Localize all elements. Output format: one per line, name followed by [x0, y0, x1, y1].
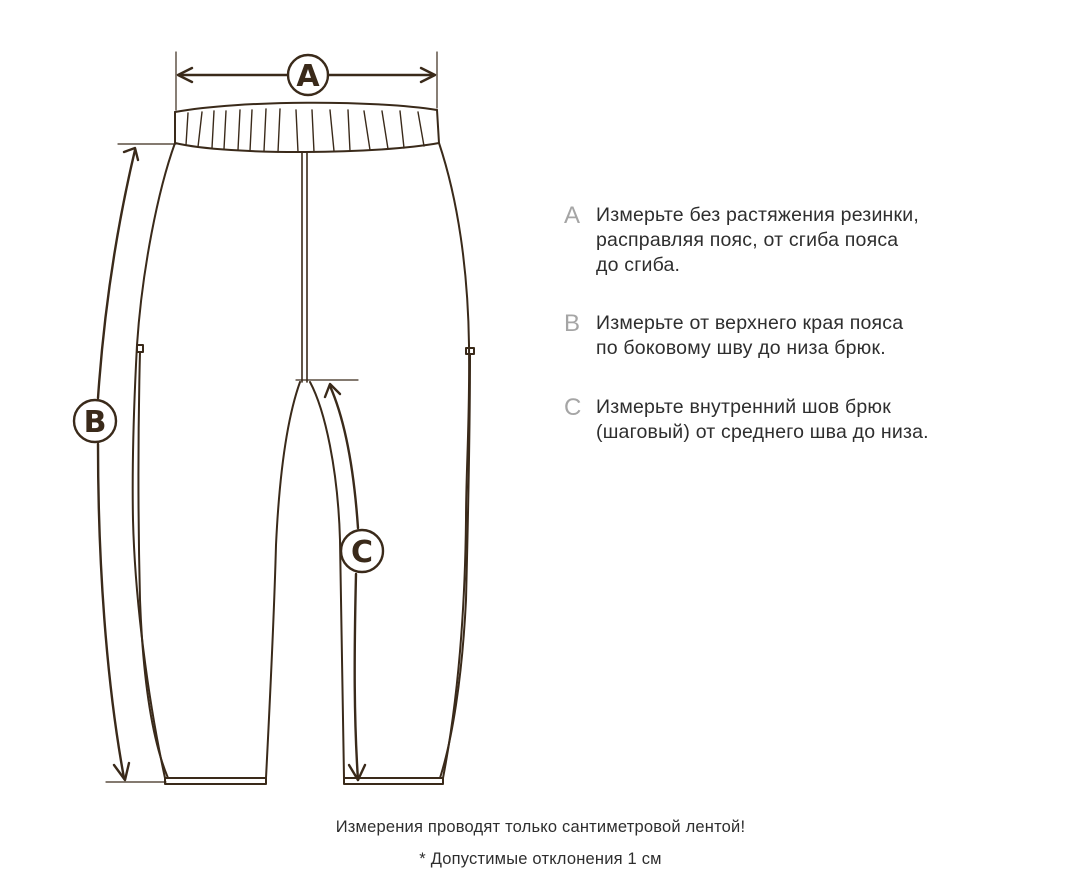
footer-tolerance-note: * Допустимые отклонения 1 см: [419, 850, 662, 868]
pants-outline-icon: [133, 103, 474, 784]
instruction-c-text: Измерьте внутренний шов брюк (шаговый) от среднего шва до низа.: [596, 396, 929, 443]
footer-main-note: Измерения проводят только сантиметровой лентой!: [335, 818, 746, 836]
center-seam: [302, 153, 307, 382]
dimension-b-arrow-icon: [98, 144, 176, 782]
instructions-list: [564, 200, 1064, 445]
instruction-c: [564, 395, 1064, 445]
label-b: B: [83, 405, 107, 440]
instruction-a: [564, 203, 1064, 278]
waistband-ribbing: [186, 109, 424, 152]
label-a: A: [296, 59, 320, 94]
instruction-a-text: Измерьте без растяжения резинки, расправляя пояс, от сгиба пояса до сгиба.: [596, 204, 919, 276]
instruction-a-letter: A: [564, 202, 581, 229]
instruction-b: [564, 311, 1064, 361]
pants-measurement-diagram: [0, 0, 560, 800]
instruction-b-letter: B: [564, 310, 581, 337]
dimension-c-arrow-icon: [296, 380, 365, 780]
instruction-c-letter: C: [564, 394, 582, 421]
instruction-b-text: Измерьте от верхнего края пояса по боковому шву до низа брюк.: [596, 312, 904, 359]
label-c: C: [350, 535, 374, 570]
